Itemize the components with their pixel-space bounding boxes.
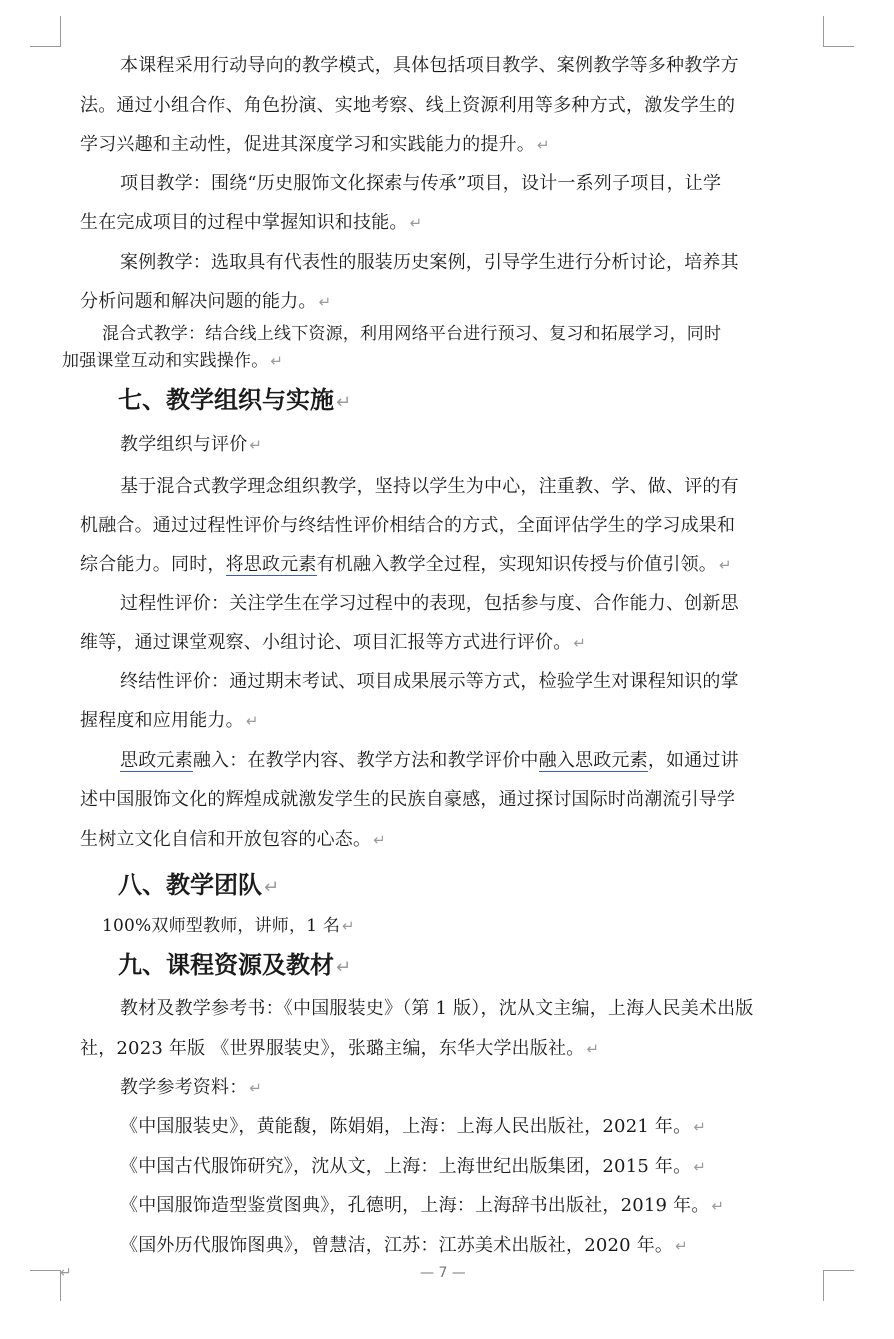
paragraph-line: 基于混合式教学理念组织教学，坚持以学生为中心，注重教、学、做、评的有 [120,476,739,497]
paragraph-line: 终结性评价：通过期末考试、项目成果展示等方式，检验学生对课程知识的掌 [120,671,739,692]
page-number: — 7 — [420,1265,466,1281]
paragraph-line: 思政元素融入：在教学内容、教学方法和教学评价中融入思政元素，如通过讲 [120,750,739,771]
paragraph-line: 法。通过小组合作、角色扮演、实地考察、线上资源利用等多种方式，激发学生的 [80,95,736,116]
crop-mark-top-right [823,16,854,47]
paragraph-line: 生在完成项目的过程中掌握知识和技能。 ↵ [80,212,423,233]
paragraph-line: 教材及教学参考书：《中国服装史》（第 1 版），沈从文主编，上海人民美术出版 [120,998,754,1019]
paragraph-line: 100%双师型教师，讲师，1 名 ↵ [102,916,355,936]
reference-item: 《中国古代服饰研究》，沈从文，上海：上海世纪出版集团，2015 年。 ↵ [120,1156,707,1177]
reference-item: 《中国服装史》，黄能馥，陈娟娟，上海：上海人民出版社，2021 年。 ↵ [120,1116,707,1137]
paragraph-line: 社，2023 年版 《世界服装史》，张璐主编，东华大学出版社。 ↵ [80,1038,600,1059]
footer-paragraph-mark: ↵ [60,1265,72,1281]
reference-item: 《国外历代服饰图典》，曾慧洁，江苏：江苏美术出版社，2020 年。 ↵ [120,1235,688,1256]
underlined-term: 将思政元素 [225,554,317,575]
crop-mark-bottom-left [30,1270,61,1301]
paragraph-line: 加强课堂互动和实践操作。 ↵ [62,351,284,371]
paragraph-line: 机融合。通过过程性评价与终结性评价相结合的方式，全面评估学生的学习成果和 [80,515,736,536]
paragraph-line: 维等，通过课堂观察、小组讨论、项目汇报等方式进行评价。 ↵ [80,632,587,653]
paragraph-line: 本课程采用行动导向的教学模式，具体包括项目教学、案例教学等多种教学方 [120,55,739,76]
paragraph-line: 案例教学：选取具有代表性的服装历史案例，引导学生进行分析讨论，培养其 [120,252,739,273]
section-heading-8: 八、教学团队 ↵ [118,871,280,899]
section-heading-7: 七、教学组织与实施 ↵ [118,386,352,414]
underlined-term: 思政元素 [120,750,193,771]
underlined-term: 融入思政元素 [538,750,648,771]
paragraph-line: 分析问题和解决问题的能力。 ↵ [80,291,332,312]
paragraph-line: 述中国服饰文化的辉煌成就激发学生的民族自豪感，通过探讨国际时尚潮流引导学 [80,789,736,810]
paragraph-line: 生树立文化自信和开放包容的心态。 ↵ [80,829,386,850]
section-heading-9: 九、课程资源及教材 ↵ [118,951,352,979]
crop-mark-top-left [30,16,61,47]
paragraph-line: 过程性评价：关注学生在学习过程中的表现，包括参与度、合作能力、创新思 [120,593,739,614]
paragraph-line: 混合式教学：结合线上线下资源，利用网络平台进行预习、复习和拓展学习，同时 [102,324,722,344]
paragraph-line: 教学参考资料： ↵ [120,1077,263,1098]
subheading: 教学组织与评价 ↵ [120,434,263,455]
paragraph-line: 项目教学：围绕“历史服饰文化探索与传承”项目，设计一系列子项目，让学 [120,173,722,194]
crop-mark-bottom-right [823,1270,854,1301]
paragraph-line: 握程度和应用能力。 ↵ [80,710,259,731]
paragraph-line: 综合能力。同时，将思政元素有机融入教学全过程，实现知识传授与价值引领。 ↵ [80,554,732,575]
reference-item: 《中国服饰造型鉴赏图典》，孔德明，上海：上海辞书出版社，2019 年。 ↵ [120,1195,725,1216]
paragraph-line: 学习兴趣和主动性，促进其深度学习和实践能力的提升。 ↵ [80,134,550,155]
